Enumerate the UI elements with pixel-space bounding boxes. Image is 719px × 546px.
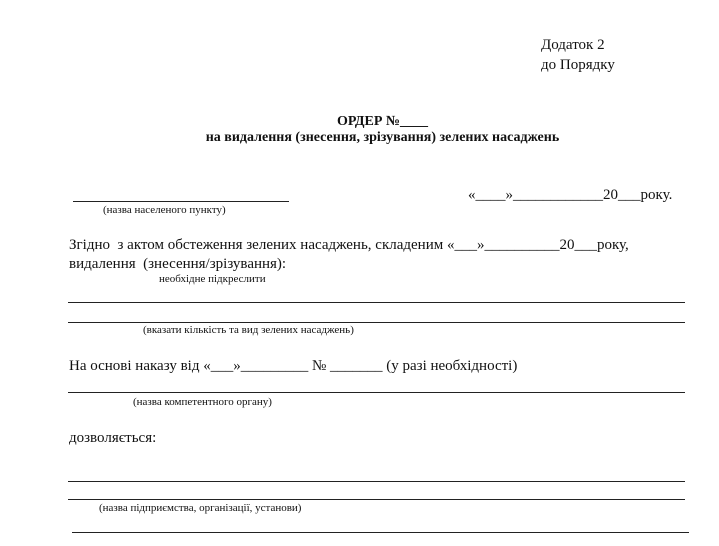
appendix-line-2: до Порядку [541, 57, 615, 73]
underline-hint: необхідне підкреслити [159, 273, 266, 285]
removal-type-text: видалення (знесення/зрізування): [69, 256, 287, 272]
settlement-line [73, 201, 289, 202]
quantity-line-2 [68, 322, 685, 323]
appendix-line-1: Додаток 2 [541, 37, 605, 53]
authority-hint: (назва компетентного органу) [133, 396, 272, 408]
permission-label: дозволяється: [69, 430, 157, 446]
authority-line [68, 392, 685, 393]
enterprise-line-1 [68, 481, 685, 482]
quantity-line-1 [68, 302, 685, 303]
order-basis-text: На основі наказу від «___»_________ № _______ (у разі необхідності) [69, 358, 518, 374]
enterprise-line-2 [68, 499, 685, 500]
order-title: ОРДЕР №____ [336, 114, 429, 129]
quantity-hint: (вказати кількість та вид зелених насаджень) [143, 324, 354, 336]
order-date: «____»____________20___року. [468, 187, 673, 203]
settlement-hint: (назва населеного пункту) [103, 204, 226, 216]
bottom-line [72, 532, 689, 533]
act-basis-text: Згідно з актом обстеження зелених насаджень, складеним «___»__________20___року, [69, 237, 629, 253]
enterprise-hint: (назва підприємства, організації, установи) [99, 502, 302, 514]
order-subtitle: на видалення (знесення, зрізування) зелених насаджень [205, 130, 560, 145]
